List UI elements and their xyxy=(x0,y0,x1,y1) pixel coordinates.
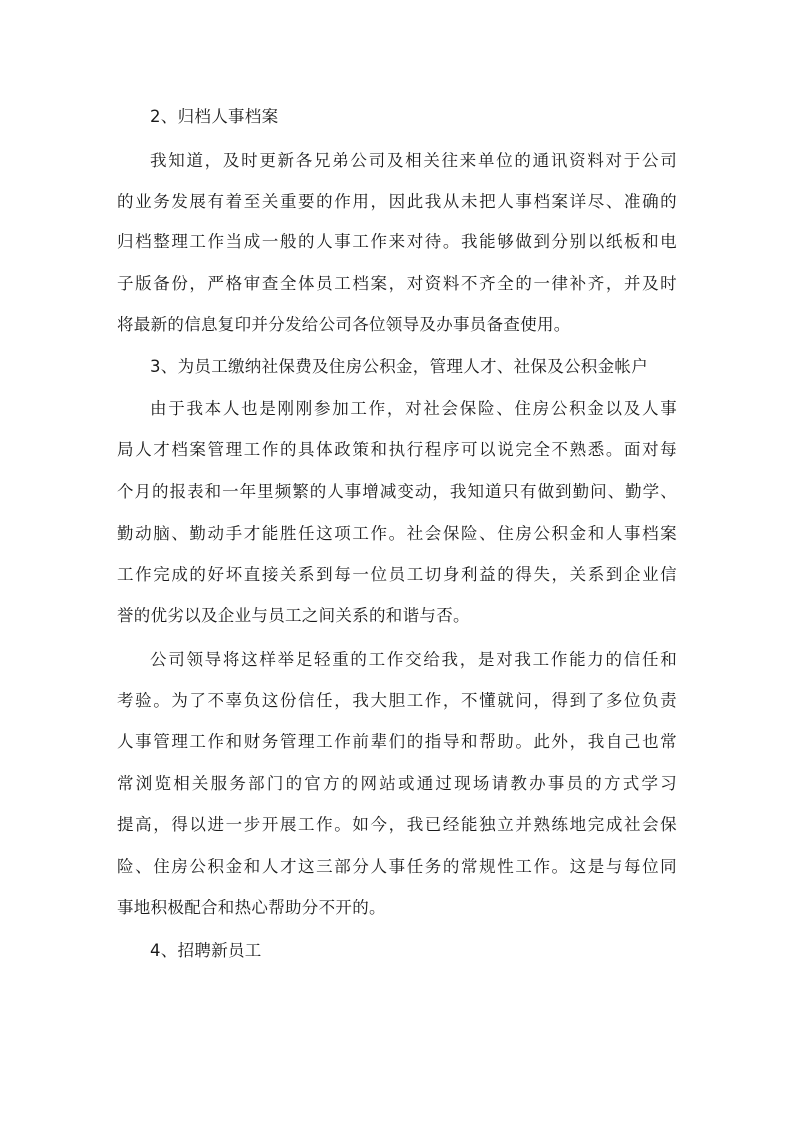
section-heading-recruitment: 4、招聘新员工 xyxy=(150,941,262,960)
paragraph-line: 由于我本人也是刚刚参加工作，对社会保险、住房公积金以及人事 xyxy=(150,399,677,418)
paragraph-line: 誉的优劣以及企业与员工之间关系的和谐与否。 xyxy=(117,606,470,625)
paragraph-line: 事地积极配合和热心帮助分不开的。 xyxy=(117,898,386,917)
paragraph-line: 人事管理工作和财务管理工作前辈们的指导和帮助。此外，我自己也常 xyxy=(117,732,677,751)
paragraph-line: 局人才档案管理工作的具体政策和执行程序可以说完全不熟悉。面对每 xyxy=(117,440,677,459)
paragraph-line: 将最新的信息复印并分发给公司各位领导及办事员备查使用。 xyxy=(117,315,571,334)
paragraph-line: 提高，得以进一步开展工作。如今，我已经能独立并熟练地完成社会保 xyxy=(117,815,677,834)
paragraph-line: 我知道，及时更新各兄弟公司及相关往来单位的通讯资料对于公司 xyxy=(150,151,677,170)
paragraph-line: 的业务发展有着至关重要的作用，因此我从未把人事档案详尽、准确的 xyxy=(117,192,677,211)
paragraph-line: 归档整理工作当成一般的人事工作来对待。我能够做到分别以纸板和电 xyxy=(117,232,677,251)
paragraph-line: 考验。为了不辜负这份信任，我大胆工作，不懂就问，得到了多位负责 xyxy=(117,691,677,710)
paragraph-line: 个月的报表和一年里频繁的人事增减变动，我知道只有做到勤问、勤学、 xyxy=(117,482,677,501)
paragraph-line: 子版备份，严格审查全体员工档案，对资料不齐全的一律补齐，并及时 xyxy=(117,274,677,293)
paragraph-line: 常浏览相关服务部门的官方的网站或通过现场请教办事员的方式学习 xyxy=(117,774,677,793)
paragraph-line: 公司领导将这样举足轻重的工作交给我，是对我工作能力的信任和 xyxy=(150,650,677,669)
paragraph-line: 勤动脑、勤动手才能胜任这项工作。社会保险、住房公积金和人事档案 xyxy=(117,524,677,543)
section-heading-archiving: 2、归档人事档案 xyxy=(150,107,279,126)
section-heading-social-insurance: 3、为员工缴纳社保费及住房公积金，管理人才、社保及公积金帐户 xyxy=(150,357,648,376)
paragraph-line: 工作完成的好坏直接关系到每一位员工切身利益的得失，关系到企业信 xyxy=(117,565,677,584)
paragraph-line: 险、住房公积金和人才这三部分人事任务的常规性工作。这是与每位同 xyxy=(117,857,677,876)
